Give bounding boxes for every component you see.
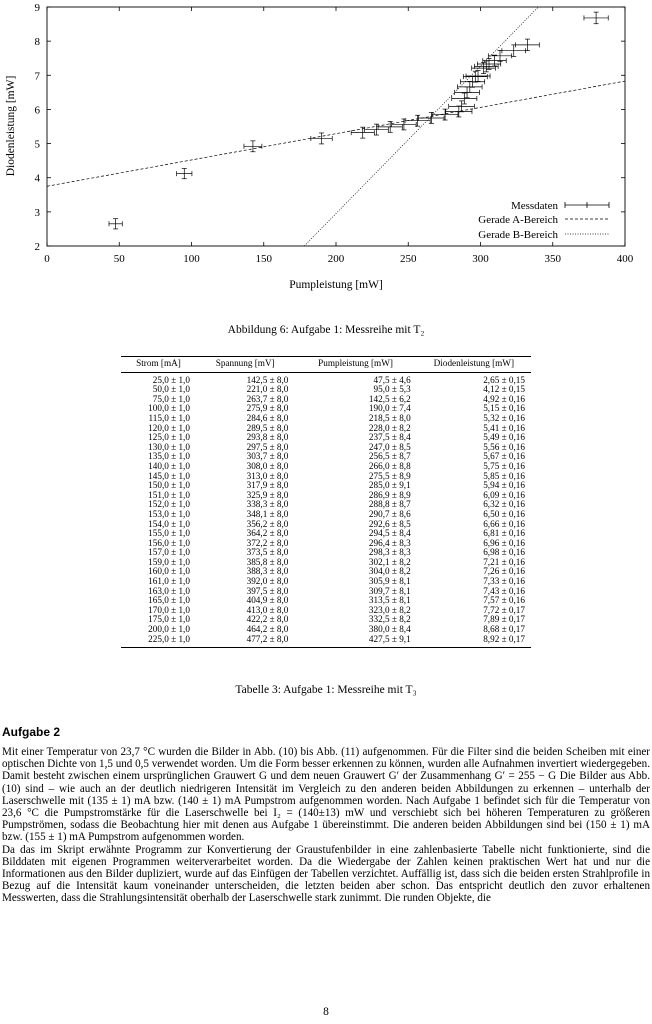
data-point <box>109 219 122 229</box>
y-tick-label: 2 <box>34 241 40 253</box>
data-point <box>351 127 374 138</box>
data-point <box>446 106 472 117</box>
table-cell: 6,81 ± 0,16 <box>483 528 525 539</box>
x-tick-label: 0 <box>44 253 50 265</box>
y-tick-label: 7 <box>34 70 40 83</box>
table-cell: 6,32 ± 0,16 <box>483 499 525 510</box>
y-tick-label: 8 <box>34 36 40 49</box>
table-cell: 157,0 ± 1,0 <box>148 547 190 558</box>
table-cell: 303,7 ± 8,0 <box>246 451 289 462</box>
table-cell: 256,5 ± 8,7 <box>368 451 411 462</box>
table-cell: 130,0 ± 1,0 <box>148 441 190 452</box>
table-cell: 413,0 ± 8,0 <box>246 604 289 615</box>
table-cell: 175,0 ± 1,0 <box>148 614 190 625</box>
page-number: 8 <box>323 1006 329 1018</box>
y-axis-label: Diodenleistung [mW] <box>5 75 17 177</box>
table-cell: 372,2 ± 8,0 <box>246 537 289 548</box>
paragraph-1: Mit einer Temperatur von 23,7 °C wurden die Bilder in Abb. (10) bis Abb. (11) aufgenommen. Für die Filter sind die beiden Scheiben mit einer optischen Dichte von 1,5 und 0,5 verwendet worden. Um die Form besser erkennen zu können, wurden alle Aufnahmen invertiert wiedergegeben. Damit besteht zwischen einem ursprünglichen Grauwert G und dem neuen Grauwert G′ der Zusammenhang G′ = 255 − G Die Bilder aus Abb. (10) sind – wie auch an der deutlich niedrigeren Intensität im Vergleich zu den anderen beiden Abbildungen zu erkennen – unterhalb der Laserschwelle mit (135 ± 1) mA bzw. (140 ± 1) mA Pumpstrom aufgenommen worden. Nach Aufgabe 1 befindet sich für die Temperatur von 23,6 °C die Pumpstromstärke für die Laserschwelle bei I₂ = (140±13) mW und verschiebt sich bei höheren Temperaturen zu größeren Pumpströmen, sodass die Beobachtung hier mit denen aus Aufgabe 1 übereinstimmt. Die anderen beiden Abbildungen sind bei (150 ± 1) mA bzw. (155 ± 1) mA Pumpstrom aufgenommen worden. <box>2 746 650 844</box>
table-cell: 140,0 ± 1,0 <box>148 460 190 471</box>
table-cell: 388,3 ± 8,0 <box>246 566 289 577</box>
table-cell: 7,26 ± 0,16 <box>483 566 525 577</box>
table-cell: 392,0 ± 8,0 <box>246 576 289 587</box>
table-cell: 237,5 ± 8,4 <box>368 432 411 443</box>
table-cell: 380,0 ± 8,4 <box>368 624 411 635</box>
table-cell: 293,8 ± 8,0 <box>246 432 289 443</box>
table-cell: 332,5 ± 8,2 <box>368 614 411 625</box>
table-cell: 6,66 ± 0,16 <box>483 518 525 529</box>
table-cell: 155,0 ± 1,0 <box>148 528 190 539</box>
table-cell: 464,2 ± 8,0 <box>246 624 289 635</box>
y-tick-label: 9 <box>34 2 40 14</box>
table-cell: 313,5 ± 8,1 <box>368 595 411 606</box>
table-cell: 296,4 ± 8,3 <box>368 537 411 548</box>
table-cell: 5,94 ± 0,16 <box>483 480 525 491</box>
table-caption: Tabelle 3: Aufgabe 1: Messreihe mit T₃ <box>235 684 417 696</box>
table-cell: 356,2 ± 8,0 <box>246 518 289 529</box>
table-cell: 7,57 ± 0,16 <box>483 595 525 606</box>
table-cell: 5,49 ± 0,16 <box>483 432 525 443</box>
table-cell: 294,5 ± 8,4 <box>368 528 411 539</box>
table-cell: 7,89 ± 0,17 <box>483 614 525 625</box>
col-header-diodenleistung: Diodenleistung [mW] <box>417 357 531 373</box>
data-point <box>502 45 526 57</box>
legend <box>478 200 609 241</box>
table-cell: 285,0 ± 9,1 <box>368 480 411 491</box>
col-header-strom: Strom [mA] <box>121 357 196 373</box>
table-cell: 397,5 ± 8,0 <box>246 585 289 596</box>
fit-line-a <box>47 81 625 186</box>
legend-label-messdaten: Messdaten <box>510 200 558 212</box>
data-point <box>458 81 483 92</box>
table-cell: 142,5 ± 8,0 <box>246 374 289 385</box>
table-cell: 288,8 ± 8,7 <box>368 499 411 510</box>
table-cell: 305,9 ± 8,1 <box>368 576 411 587</box>
table-cell: 266,0 ± 8,8 <box>368 460 411 471</box>
x-tick-label: 250 <box>400 253 417 265</box>
table-header-row <box>121 357 531 373</box>
table-cell: 317,9 ± 8,0 <box>246 480 289 491</box>
table-cell: 125,0 ± 1,0 <box>148 432 190 443</box>
table-cell: 477,2 ± 8,0 <box>196 635 294 648</box>
table-cell: 309,7 ± 8,1 <box>368 585 411 596</box>
table-cell: 50,0 ± 1,0 <box>152 384 190 395</box>
table-cell: 5,32 ± 0,16 <box>483 412 525 423</box>
data-table-container <box>121 356 531 648</box>
table-cell: 161,0 ± 1,0 <box>148 576 190 587</box>
table-cell: 6,50 ± 0,16 <box>483 508 525 519</box>
table-cell: 308,0 ± 8,0 <box>246 460 289 471</box>
table-cell: 364,2 ± 8,0 <box>246 528 289 539</box>
section-title: Aufgabe 2 <box>2 725 61 739</box>
table-cell: 373,5 ± 8,0 <box>246 547 289 558</box>
table-cell: 323,0 ± 8,2 <box>368 604 411 615</box>
y-tick-label: 3 <box>34 206 40 219</box>
y-tick-label: 6 <box>34 104 40 117</box>
legend-symbol-messdaten <box>565 202 609 208</box>
table-cell: 152,0 ± 1,0 <box>148 499 190 510</box>
y-tick-label: 4 <box>34 172 40 185</box>
table-cell: 156,0 ± 1,0 <box>148 537 190 548</box>
data-point <box>378 121 402 132</box>
table-cell: 165,0 ± 1,0 <box>148 595 190 606</box>
table-cell: 135,0 ± 1,0 <box>148 451 190 462</box>
table-cell: 5,41 ± 0,16 <box>483 422 525 433</box>
table-cell: 190,0 ± 7,4 <box>368 403 411 414</box>
table-cell: 325,9 ± 8,0 <box>246 489 289 500</box>
table-cell: 228,0 ± 8,2 <box>368 422 411 433</box>
table-cell: 297,5 ± 8,0 <box>246 441 289 452</box>
data-points <box>109 12 608 229</box>
table-cell: 151,0 ± 1,0 <box>148 489 190 500</box>
table-cell: 7,33 ± 0,16 <box>483 576 525 587</box>
table-cell: 275,9 ± 8,0 <box>246 403 289 414</box>
figure-caption: Abbildung 6: Aufgabe 1: Messreihe mit T₂ <box>227 324 425 336</box>
table-cell: 6,09 ± 0,16 <box>483 489 525 500</box>
data-point <box>452 93 477 104</box>
x-tick-label: 100 <box>183 253 200 265</box>
table-cell: 6,98 ± 0,16 <box>483 547 525 558</box>
data-point <box>432 109 458 120</box>
table-cell: 225,0 ± 1,0 <box>121 635 196 648</box>
table-cell: 75,0 ± 1,0 <box>152 393 190 404</box>
x-tick-label: 50 <box>113 253 125 265</box>
table-cell: 302,1 ± 8,2 <box>368 556 411 567</box>
table-cell: 95,0 ± 5,3 <box>373 384 411 395</box>
table-cell: 150,0 ± 1,0 <box>148 480 190 491</box>
table-cell: 47,5 ± 4,6 <box>373 374 411 385</box>
table-cell: 286,9 ± 8,9 <box>368 489 411 500</box>
table-cell: 5,15 ± 0,16 <box>483 403 525 414</box>
table-cell: 163,0 ± 1,0 <box>148 585 190 596</box>
table-cell: 289,5 ± 8,0 <box>246 422 289 433</box>
data-point <box>488 50 511 61</box>
paragraph-2: Da das im Skript erwähnte Programm zur Konvertierung der Graustufenbilder in eine zahlenbasierte Tabelle nicht funktionierte, sind die Bilddaten mit eigenen Programmen weiterverarbeitet worden. Da die Wiedergabe der Zahlen keinen praktischen Wert hat und nur die Informationen aus den Bilder dupliziert, wurde auf das Einfügen der Tabellen verzichtet. Auffällig ist, dass sich die beiden ersten Strahlprofile in Bezug auf die Intensität kaum voneinander unterscheiden, die letzten beiden aber schon. Das entspricht deutlich den zuvor erhaltenen Messwerten, dass die Strahlungsintensität oberhalb der Laserschwelle stark zunimmt. Die runden Objekte, die <box>2 843 650 905</box>
table-cell: 304,0 ± 8,2 <box>368 566 411 577</box>
table-cell: 159,0 ± 1,0 <box>148 556 190 567</box>
data-point <box>449 101 475 112</box>
x-tick-label: 350 <box>544 253 561 265</box>
x-tick-label: 150 <box>255 253 272 265</box>
table-cell: 142,5 ± 6,2 <box>368 393 411 404</box>
data-point <box>460 76 484 87</box>
table-cell: 115,0 ± 1,0 <box>148 412 190 423</box>
table-cell: 385,8 ± 8,0 <box>246 556 289 567</box>
table-cell: 8,92 ± 0,17 <box>417 635 531 648</box>
table-cell: 4,92 ± 0,16 <box>483 393 525 404</box>
table-cell: 298,3 ± 8,3 <box>368 547 411 558</box>
table-cell: 427,5 ± 9,1 <box>294 635 416 648</box>
table-cell: 292,6 ± 8,5 <box>368 518 411 529</box>
table-cell: 221,0 ± 8,0 <box>246 384 289 395</box>
col-header-pumpleistung: Pumpleistung [mW] <box>294 357 416 373</box>
table-cell: 338,3 ± 8,0 <box>246 499 289 510</box>
table-cell: 7,21 ± 0,16 <box>483 556 525 567</box>
x-tick-label: 200 <box>327 253 345 265</box>
table-cell: 153,0 ± 1,0 <box>148 508 190 519</box>
data-point <box>584 12 608 24</box>
table-cell: 284,6 ± 8,0 <box>246 412 289 423</box>
data-point <box>177 168 192 178</box>
table-cell: 422,2 ± 8,0 <box>246 614 289 625</box>
legend-label-gerade-b: Gerade B-Bereich <box>478 229 558 241</box>
table-cell: 404,9 ± 8,0 <box>246 595 289 606</box>
table-cell: 313,0 ± 8,0 <box>246 470 289 481</box>
table-cell: 5,85 ± 0,16 <box>483 470 525 481</box>
table-cell: 275,5 ± 8,9 <box>368 470 411 481</box>
x-tick-label: 300 <box>472 253 489 265</box>
x-tick-label: 400 <box>616 253 634 265</box>
table-cell: 218,5 ± 8,0 <box>368 412 411 423</box>
table-cell: 170,0 ± 1,0 <box>148 604 190 615</box>
table-cell: 100,0 ± 1,0 <box>148 403 190 414</box>
table-cell: 145,0 ± 1,0 <box>148 470 190 481</box>
table-cell: 8,68 ± 0,17 <box>483 624 525 635</box>
data-point <box>516 39 540 51</box>
table-cell: 154,0 ± 1,0 <box>148 518 190 529</box>
table-cell: 290,7 ± 8,6 <box>368 508 411 519</box>
table-cell: 5,67 ± 0,16 <box>483 451 525 462</box>
table-cell: 4,12 ± 0,15 <box>483 384 525 395</box>
col-header-spannung: Spannung [mV] <box>196 357 294 373</box>
data-point <box>419 113 444 124</box>
table-cell: 25,0 ± 1,0 <box>152 374 190 385</box>
y-tick-label: 5 <box>34 138 40 151</box>
table-cell: 160,0 ± 1,0 <box>148 566 190 577</box>
table-cell: 7,72 ± 0,17 <box>483 604 525 615</box>
fit-line-b <box>304 7 538 246</box>
table-cell: 120,0 ± 1,0 <box>148 422 190 433</box>
table-cell: 6,96 ± 0,16 <box>483 537 525 548</box>
table-body <box>121 372 531 648</box>
table-row <box>121 635 531 648</box>
table-cell: 2,65 ± 0,15 <box>483 374 525 385</box>
table-cell: 200,0 ± 1,0 <box>148 624 190 635</box>
body-text <box>2 746 650 905</box>
measurement-chart <box>0 0 652 300</box>
table-cell: 7,43 ± 0,16 <box>483 585 525 596</box>
table-cell: 5,75 ± 0,16 <box>483 460 525 471</box>
table-cell: 263,7 ± 8,0 <box>246 393 289 404</box>
x-axis-label: Pumpleistung [mW] <box>289 279 383 291</box>
data-point <box>365 124 389 135</box>
table-cell: 5,56 ± 0,16 <box>483 441 525 452</box>
data-table <box>121 356 531 648</box>
legend-label-gerade-a: Gerade A-Bereich <box>478 214 558 226</box>
table-cell: 247,0 ± 8,5 <box>368 441 411 452</box>
table-cell: 348,1 ± 8,0 <box>246 508 289 519</box>
